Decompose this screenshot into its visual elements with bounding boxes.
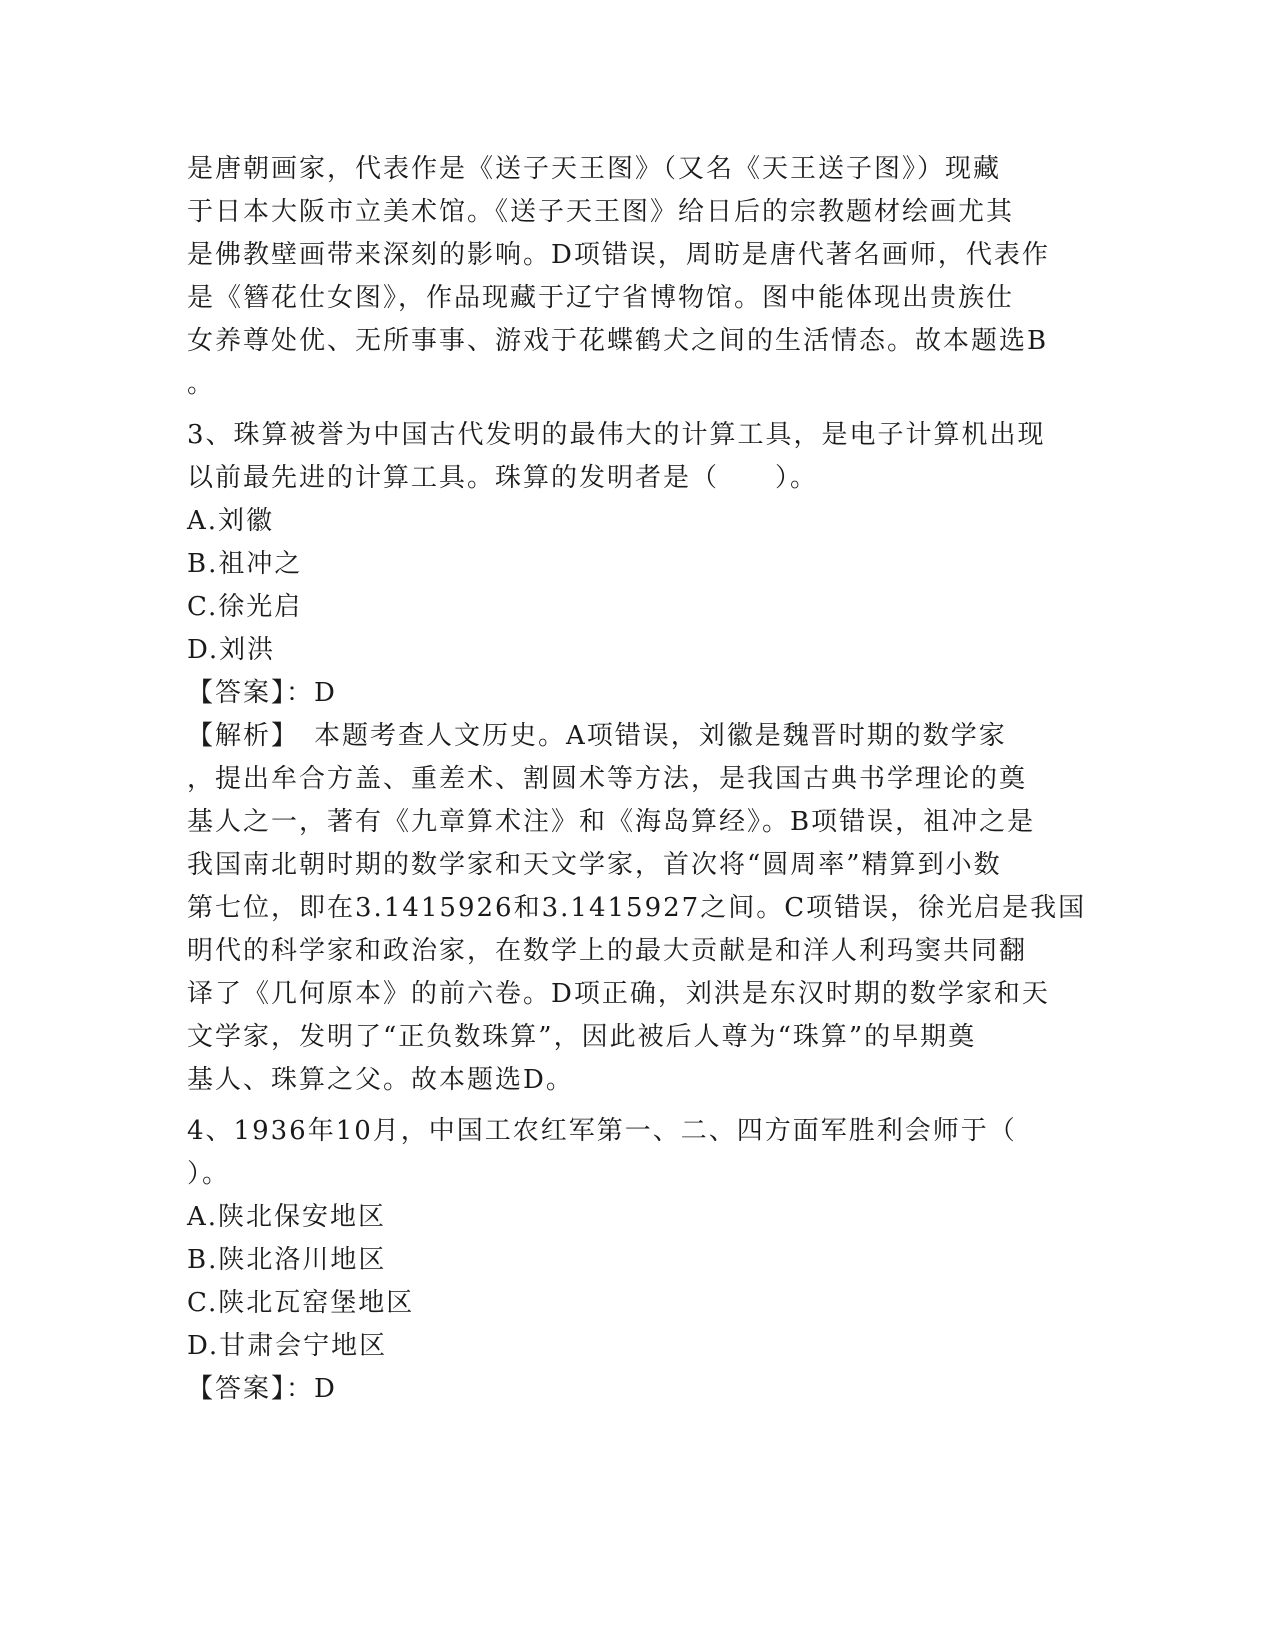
question-3 — [187, 414, 1087, 1102]
explanation-line: 是《簪花仕女图》，作品现藏于辽宁省博物馆。图中能体现出贵族仕 — [187, 283, 1015, 313]
explanation-line: 文学家，发明了“正负数珠算”，因此被后人尊为“珠算”的早期奠 — [187, 1022, 977, 1052]
question-stem: 以前最先进的计算工具。珠算的发明者是（ ）。 — [187, 463, 819, 493]
explanation-line: 明代的科学家和政治家，在数学上的最大贡献是和洋人利玛窦共同翻 — [187, 936, 1028, 966]
explanation-line: 第七位，即在3.1415926和3.1415927之间。C项错误，徐光启是我国 — [187, 893, 1087, 923]
question-stem: ）。 — [187, 1159, 231, 1189]
explanation-line: 于日本大阪市立美术馆。《送子天王图》给日后的宗教题材绘画尤其 — [187, 197, 1015, 227]
explanation-line: 译了《几何原本》的前六卷。D项正确，刘洪是东汉时期的数学家和天 — [187, 979, 1050, 1009]
option-c: C.徐光启 — [187, 592, 303, 622]
option-a: A.陕北保安地区 — [187, 1202, 387, 1232]
option-b: B.陕北洛川地区 — [187, 1245, 387, 1275]
previous-question-explanation — [187, 148, 1087, 406]
explanation-line: 【解析】 本题考查人文历史。A项错误，刘徽是魏晋时期的数学家 — [187, 721, 1007, 751]
explanation-line: 是唐朝画家，代表作是《送子天王图》（又名《天王送子图》）现藏 — [187, 154, 1002, 184]
explanation-line: 女养尊处优、无所事事、游戏于花蝶鹤犬之间的生活情态。故本题选B — [187, 326, 1049, 356]
option-d: D.刘洪 — [187, 635, 276, 665]
answer: 【答案】：D — [187, 1374, 337, 1404]
explanation-line: 。 — [187, 369, 216, 399]
answer: 【答案】：D — [187, 678, 337, 708]
explanation-line: ，提出牟合方盖、重差术、割圆术等方法，是我国古典书学理论的奠 — [187, 764, 1028, 794]
question-stem: 3、珠算被誉为中国古代发明的最伟大的计算工具，是电子计算机出现 — [187, 420, 1046, 450]
explanation-line: 基人、珠算之父。故本题选D。 — [187, 1065, 574, 1095]
document-content — [187, 148, 1087, 1411]
question-4 — [187, 1110, 1087, 1411]
question-stem: 4、1936年10月，中国工农红军第一、二、四方面军胜利会师于（ — [187, 1116, 1017, 1146]
explanation-line: 基人之一，著有《九章算术注》和《海岛算经》。B项错误，祖冲之是 — [187, 807, 1036, 837]
option-d: D.甘肃会宁地区 — [187, 1331, 388, 1361]
option-b: B.祖冲之 — [187, 549, 303, 579]
option-a: A.刘徽 — [187, 506, 275, 536]
option-c: C.陕北瓦窑堡地区 — [187, 1288, 415, 1318]
explanation-line: 是佛教壁画带来深刻的影响。D项错误，周昉是唐代著名画师，代表作 — [187, 240, 1050, 270]
explanation-line: 我国南北朝时期的数学家和天文学家，首次将“圆周率”精算到小数 — [187, 850, 1002, 880]
